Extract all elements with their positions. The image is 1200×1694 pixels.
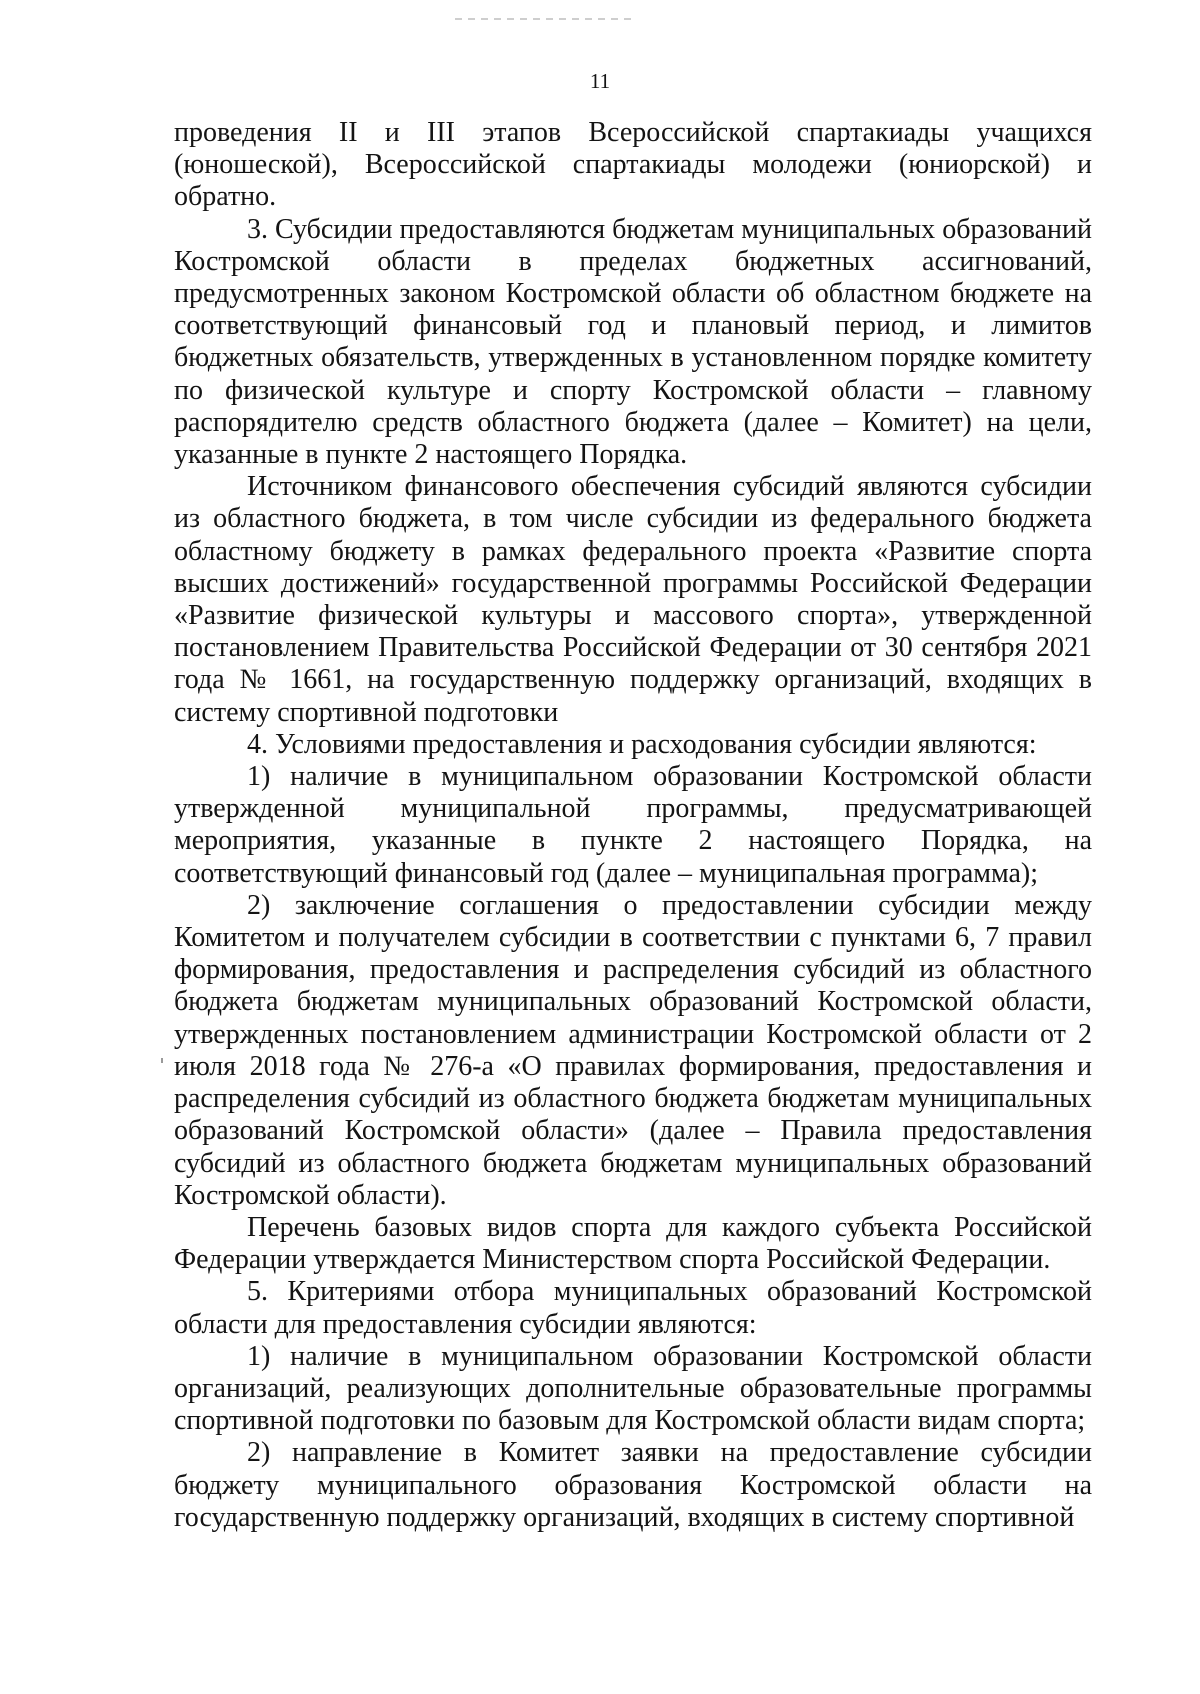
- paragraph-funding-source: Источником финансового обеспечения субсидий являются субсидии из областного бюджета, в том числе субсидии из федерального бюджета областному бюджету в рамках федерального проекта «Развитие спорта высших достижений» государственной программы Российской Федерации «Развитие физической культуры и массового спорта», утвержденной постановлением Правительства Российской Федерации от 30 сентября 2021 года № 1661, на государственную поддержку организаций, входящих в систему спортивной подготовки: [174, 471, 1092, 728]
- paragraph-continuation: проведения II и III этапов Всероссийской спартакиады учащихся (юношеской), Всероссийской спартакиады молодежи (юниорской) и обратно.: [174, 117, 1092, 213]
- paragraph-sports-list: Перечень базовых видов спорта для каждого субъекта Российской Федерации утверждается Министерством спорта Российской Федерации.: [174, 1211, 1092, 1276]
- paragraph-item-5-1: 1) наличие в муниципальном образовании Костромской области организаций, реализующих дополнительные образовательные программы спортивной подготовки по базовым для Костромской области видам спорта;: [174, 1340, 1092, 1437]
- page-number: 11: [589, 69, 611, 93]
- scan-artifact: [455, 18, 635, 20]
- document-body: [174, 117, 1092, 1534]
- paragraph-item-5: 5. Критериями отбора муниципальных образований Костромской области для предоставления субсидии являются:: [174, 1276, 1092, 1340]
- paragraph-item-4: 4. Условиями предоставления и расходования субсидии являются:: [247, 728, 1037, 760]
- paragraph-item-4-1: 1) наличие в муниципальном образовании Костромской области утвержденной муниципальной программы, предусматривающей мероприятия, указанные в пункте 2 настоящего Порядка, на соответствующий финансовый год (далее – муниципальная программа);: [174, 761, 1092, 889]
- scan-speck: [161, 1058, 163, 1063]
- paragraph-item-4-2: 2) заключение соглашения о предоставлении субсидии между Комитетом и получателем субсидии в соответствии с пунктами 6, 7 правил формирования, предоставления и распределения субсидий из областного бюджета бюджетам муниципальных образований Костромской области, утвержденных постановлением администрации Костромской области от 2 июля 2018 года № 276-а «О правилах формирования, предоставления и распределения субсидий из областного бюджета бюджетам муниципальных образований Костромской области» (далее – Правила предоставления субсидий из областного бюджета бюджетам муниципальных образований Костромской области).: [174, 889, 1092, 1211]
- paragraph-item-3: 3. Субсидии предоставляются бюджетам муниципальных образований Костромской области в пределах бюджетных ассигнований, предусмотренных законом Костромской области об областном бюджете на соответствующий финансовый год и плановый период, и лимитов бюджетных обязательств, утвержденных в установленном порядке комитету по физической культуре и спорту Костромской области – главному распорядителю средств областного бюджета (далее – Комитет) на цели, указанные в пункте 2 настоящего Порядка.: [174, 213, 1092, 471]
- paragraph-item-5-2: 2) направление в Комитет заявки на предоставление субсидии бюджету муниципального образования Костромской области на государственную поддержку организаций, входящих в систему спортивной: [174, 1437, 1092, 1533]
